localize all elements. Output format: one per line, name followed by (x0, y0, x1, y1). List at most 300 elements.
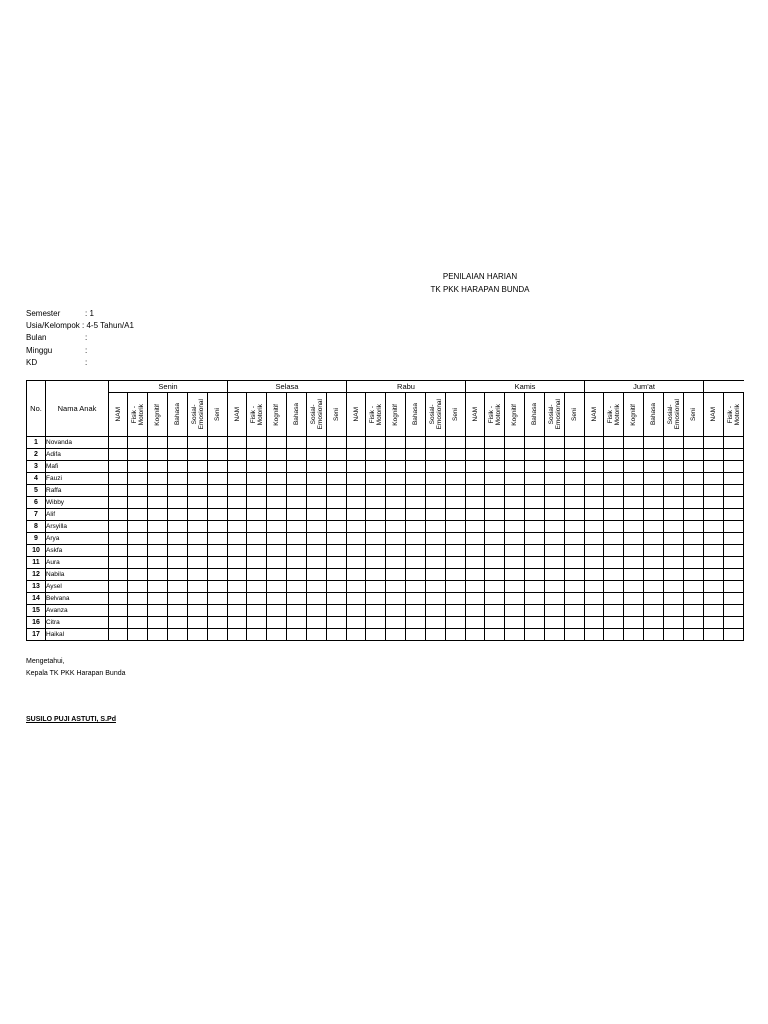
score-cell[interactable] (247, 569, 267, 581)
score-cell[interactable] (684, 533, 704, 545)
score-cell[interactable] (188, 533, 208, 545)
score-cell[interactable] (109, 629, 128, 641)
score-cell[interactable] (545, 629, 565, 641)
score-cell[interactable] (208, 533, 228, 545)
score-cell[interactable] (287, 449, 307, 461)
score-cell[interactable] (307, 497, 327, 509)
score-cell[interactable] (307, 533, 327, 545)
score-cell[interactable] (366, 629, 386, 641)
score-cell[interactable] (386, 569, 406, 581)
score-cell[interactable] (446, 605, 466, 617)
score-cell[interactable] (327, 497, 347, 509)
score-cell[interactable] (148, 473, 168, 485)
score-cell[interactable] (505, 581, 525, 593)
score-cell[interactable] (128, 593, 148, 605)
score-cell[interactable] (604, 581, 624, 593)
score-cell[interactable] (366, 569, 386, 581)
score-cell[interactable] (545, 557, 565, 569)
score-cell[interactable] (525, 521, 545, 533)
score-cell[interactable] (327, 629, 347, 641)
score-cell[interactable] (168, 605, 188, 617)
score-cell[interactable] (644, 497, 664, 509)
score-cell[interactable] (704, 581, 724, 593)
score-cell[interactable] (366, 545, 386, 557)
score-cell[interactable] (287, 509, 307, 521)
score-cell[interactable] (228, 557, 247, 569)
score-cell[interactable] (109, 473, 128, 485)
score-cell[interactable] (148, 449, 168, 461)
score-cell[interactable] (664, 593, 684, 605)
score-cell[interactable] (664, 521, 684, 533)
score-cell[interactable] (327, 545, 347, 557)
score-cell[interactable] (128, 605, 148, 617)
score-cell[interactable] (109, 533, 128, 545)
score-cell[interactable] (466, 533, 485, 545)
score-cell[interactable] (109, 593, 128, 605)
score-cell[interactable] (109, 545, 128, 557)
score-cell[interactable] (109, 437, 128, 449)
score-cell[interactable] (485, 521, 505, 533)
score-cell[interactable] (664, 509, 684, 521)
score-cell[interactable] (347, 557, 366, 569)
score-cell[interactable] (287, 605, 307, 617)
score-cell[interactable] (406, 473, 426, 485)
score-cell[interactable] (585, 581, 604, 593)
score-cell[interactable] (604, 569, 624, 581)
score-cell[interactable] (347, 605, 366, 617)
score-cell[interactable] (585, 605, 604, 617)
score-cell[interactable] (684, 617, 704, 629)
score-cell[interactable] (128, 629, 148, 641)
score-cell[interactable] (366, 593, 386, 605)
score-cell[interactable] (386, 545, 406, 557)
score-cell[interactable] (128, 617, 148, 629)
score-cell[interactable] (426, 557, 446, 569)
score-cell[interactable] (366, 605, 386, 617)
score-cell[interactable] (267, 509, 287, 521)
score-cell[interactable] (505, 509, 525, 521)
score-cell[interactable] (684, 461, 704, 473)
score-cell[interactable] (307, 593, 327, 605)
score-cell[interactable] (327, 581, 347, 593)
score-cell[interactable] (505, 449, 525, 461)
score-cell[interactable] (366, 533, 386, 545)
score-cell[interactable] (228, 533, 247, 545)
score-cell[interactable] (426, 593, 446, 605)
score-cell[interactable] (148, 581, 168, 593)
score-cell[interactable] (247, 461, 267, 473)
score-cell[interactable] (327, 569, 347, 581)
score-cell[interactable] (466, 581, 485, 593)
score-cell[interactable] (565, 593, 585, 605)
score-cell[interactable] (287, 593, 307, 605)
score-cell[interactable] (446, 437, 466, 449)
score-cell[interactable] (287, 497, 307, 509)
score-cell[interactable] (704, 461, 724, 473)
score-cell[interactable] (327, 449, 347, 461)
score-cell[interactable] (287, 473, 307, 485)
score-cell[interactable] (168, 473, 188, 485)
score-cell[interactable] (485, 473, 505, 485)
score-cell[interactable] (565, 437, 585, 449)
score-cell[interactable] (724, 569, 744, 581)
score-cell[interactable] (525, 449, 545, 461)
score-cell[interactable] (664, 437, 684, 449)
score-cell[interactable] (724, 497, 744, 509)
score-cell[interactable] (466, 545, 485, 557)
score-cell[interactable] (525, 545, 545, 557)
score-cell[interactable] (604, 545, 624, 557)
score-cell[interactable] (148, 497, 168, 509)
score-cell[interactable] (228, 473, 247, 485)
score-cell[interactable] (128, 485, 148, 497)
score-cell[interactable] (128, 437, 148, 449)
score-cell[interactable] (208, 629, 228, 641)
score-cell[interactable] (446, 545, 466, 557)
score-cell[interactable] (505, 485, 525, 497)
score-cell[interactable] (168, 485, 188, 497)
score-cell[interactable] (505, 461, 525, 473)
score-cell[interactable] (644, 437, 664, 449)
score-cell[interactable] (208, 437, 228, 449)
score-cell[interactable] (604, 521, 624, 533)
score-cell[interactable] (704, 605, 724, 617)
score-cell[interactable] (327, 473, 347, 485)
score-cell[interactable] (109, 449, 128, 461)
score-cell[interactable] (684, 605, 704, 617)
score-cell[interactable] (247, 473, 267, 485)
score-cell[interactable] (565, 461, 585, 473)
score-cell[interactable] (485, 509, 505, 521)
score-cell[interactable] (684, 437, 704, 449)
score-cell[interactable] (724, 557, 744, 569)
score-cell[interactable] (426, 473, 446, 485)
score-cell[interactable] (624, 557, 644, 569)
score-cell[interactable] (525, 485, 545, 497)
score-cell[interactable] (327, 533, 347, 545)
score-cell[interactable] (228, 449, 247, 461)
score-cell[interactable] (327, 605, 347, 617)
score-cell[interactable] (466, 437, 485, 449)
score-cell[interactable] (287, 521, 307, 533)
score-cell[interactable] (247, 581, 267, 593)
score-cell[interactable] (585, 617, 604, 629)
score-cell[interactable] (307, 617, 327, 629)
score-cell[interactable] (525, 461, 545, 473)
score-cell[interactable] (406, 533, 426, 545)
score-cell[interactable] (188, 629, 208, 641)
score-cell[interactable] (188, 581, 208, 593)
score-cell[interactable] (585, 545, 604, 557)
score-cell[interactable] (406, 581, 426, 593)
score-cell[interactable] (604, 473, 624, 485)
score-cell[interactable] (644, 617, 664, 629)
score-cell[interactable] (604, 509, 624, 521)
score-cell[interactable] (228, 545, 247, 557)
score-cell[interactable] (168, 581, 188, 593)
score-cell[interactable] (704, 473, 724, 485)
score-cell[interactable] (426, 581, 446, 593)
score-cell[interactable] (565, 509, 585, 521)
score-cell[interactable] (644, 557, 664, 569)
score-cell[interactable] (585, 569, 604, 581)
score-cell[interactable] (307, 605, 327, 617)
score-cell[interactable] (228, 521, 247, 533)
score-cell[interactable] (505, 533, 525, 545)
score-cell[interactable] (446, 629, 466, 641)
score-cell[interactable] (307, 473, 327, 485)
score-cell[interactable] (664, 461, 684, 473)
score-cell[interactable] (148, 617, 168, 629)
score-cell[interactable] (128, 569, 148, 581)
score-cell[interactable] (545, 545, 565, 557)
score-cell[interactable] (287, 581, 307, 593)
score-cell[interactable] (565, 545, 585, 557)
score-cell[interactable] (347, 593, 366, 605)
score-cell[interactable] (287, 569, 307, 581)
score-cell[interactable] (644, 533, 664, 545)
score-cell[interactable] (208, 545, 228, 557)
score-cell[interactable] (287, 557, 307, 569)
score-cell[interactable] (704, 629, 724, 641)
score-cell[interactable] (366, 449, 386, 461)
score-cell[interactable] (406, 497, 426, 509)
score-cell[interactable] (347, 533, 366, 545)
score-cell[interactable] (446, 593, 466, 605)
score-cell[interactable] (704, 545, 724, 557)
score-cell[interactable] (624, 617, 644, 629)
score-cell[interactable] (505, 521, 525, 533)
score-cell[interactable] (446, 533, 466, 545)
score-cell[interactable] (485, 557, 505, 569)
score-cell[interactable] (426, 617, 446, 629)
score-cell[interactable] (446, 581, 466, 593)
score-cell[interactable] (406, 557, 426, 569)
score-cell[interactable] (585, 593, 604, 605)
score-cell[interactable] (565, 557, 585, 569)
score-cell[interactable] (307, 569, 327, 581)
score-cell[interactable] (386, 617, 406, 629)
score-cell[interactable] (624, 437, 644, 449)
score-cell[interactable] (406, 449, 426, 461)
score-cell[interactable] (684, 545, 704, 557)
score-cell[interactable] (525, 629, 545, 641)
score-cell[interactable] (446, 449, 466, 461)
score-cell[interactable] (366, 497, 386, 509)
score-cell[interactable] (525, 617, 545, 629)
score-cell[interactable] (724, 545, 744, 557)
score-cell[interactable] (585, 449, 604, 461)
score-cell[interactable] (327, 557, 347, 569)
score-cell[interactable] (168, 629, 188, 641)
score-cell[interactable] (545, 605, 565, 617)
score-cell[interactable] (604, 533, 624, 545)
score-cell[interactable] (307, 437, 327, 449)
score-cell[interactable] (426, 545, 446, 557)
score-cell[interactable] (525, 557, 545, 569)
score-cell[interactable] (327, 593, 347, 605)
score-cell[interactable] (168, 437, 188, 449)
score-cell[interactable] (624, 497, 644, 509)
score-cell[interactable] (426, 569, 446, 581)
score-cell[interactable] (446, 461, 466, 473)
score-cell[interactable] (327, 617, 347, 629)
score-cell[interactable] (148, 593, 168, 605)
score-cell[interactable] (148, 545, 168, 557)
score-cell[interactable] (525, 593, 545, 605)
score-cell[interactable] (485, 605, 505, 617)
score-cell[interactable] (644, 521, 664, 533)
score-cell[interactable] (208, 581, 228, 593)
score-cell[interactable] (704, 593, 724, 605)
score-cell[interactable] (426, 449, 446, 461)
score-cell[interactable] (168, 557, 188, 569)
score-cell[interactable] (208, 569, 228, 581)
score-cell[interactable] (327, 461, 347, 473)
score-cell[interactable] (704, 521, 724, 533)
score-cell[interactable] (128, 581, 148, 593)
score-cell[interactable] (624, 461, 644, 473)
score-cell[interactable] (545, 485, 565, 497)
score-cell[interactable] (525, 437, 545, 449)
score-cell[interactable] (386, 533, 406, 545)
score-cell[interactable] (466, 557, 485, 569)
score-cell[interactable] (624, 569, 644, 581)
score-cell[interactable] (704, 617, 724, 629)
score-cell[interactable] (724, 521, 744, 533)
score-cell[interactable] (664, 545, 684, 557)
score-cell[interactable] (247, 485, 267, 497)
score-cell[interactable] (585, 533, 604, 545)
score-cell[interactable] (644, 581, 664, 593)
score-cell[interactable] (485, 617, 505, 629)
score-cell[interactable] (366, 461, 386, 473)
score-cell[interactable] (148, 509, 168, 521)
score-cell[interactable] (565, 569, 585, 581)
score-cell[interactable] (545, 497, 565, 509)
score-cell[interactable] (446, 509, 466, 521)
score-cell[interactable] (228, 461, 247, 473)
score-cell[interactable] (247, 449, 267, 461)
score-cell[interactable] (168, 449, 188, 461)
score-cell[interactable] (545, 509, 565, 521)
score-cell[interactable] (604, 605, 624, 617)
score-cell[interactable] (426, 485, 446, 497)
score-cell[interactable] (664, 629, 684, 641)
score-cell[interactable] (565, 473, 585, 485)
score-cell[interactable] (386, 449, 406, 461)
score-cell[interactable] (406, 593, 426, 605)
score-cell[interactable] (485, 581, 505, 593)
score-cell[interactable] (664, 473, 684, 485)
score-cell[interactable] (366, 485, 386, 497)
score-cell[interactable] (327, 437, 347, 449)
score-cell[interactable] (347, 629, 366, 641)
score-cell[interactable] (406, 521, 426, 533)
score-cell[interactable] (505, 497, 525, 509)
score-cell[interactable] (109, 569, 128, 581)
score-cell[interactable] (347, 569, 366, 581)
score-cell[interactable] (585, 437, 604, 449)
score-cell[interactable] (188, 449, 208, 461)
score-cell[interactable] (406, 629, 426, 641)
score-cell[interactable] (565, 581, 585, 593)
score-cell[interactable] (366, 521, 386, 533)
score-cell[interactable] (208, 497, 228, 509)
score-cell[interactable] (426, 629, 446, 641)
score-cell[interactable] (128, 461, 148, 473)
score-cell[interactable] (287, 617, 307, 629)
score-cell[interactable] (347, 581, 366, 593)
score-cell[interactable] (684, 473, 704, 485)
score-cell[interactable] (406, 485, 426, 497)
score-cell[interactable] (525, 533, 545, 545)
score-cell[interactable] (406, 617, 426, 629)
score-cell[interactable] (406, 437, 426, 449)
score-cell[interactable] (644, 485, 664, 497)
score-cell[interactable] (208, 449, 228, 461)
score-cell[interactable] (366, 581, 386, 593)
score-cell[interactable] (307, 545, 327, 557)
score-cell[interactable] (128, 557, 148, 569)
score-cell[interactable] (188, 569, 208, 581)
score-cell[interactable] (109, 461, 128, 473)
score-cell[interactable] (466, 593, 485, 605)
score-cell[interactable] (525, 605, 545, 617)
score-cell[interactable] (466, 629, 485, 641)
score-cell[interactable] (267, 617, 287, 629)
score-cell[interactable] (466, 605, 485, 617)
score-cell[interactable] (485, 497, 505, 509)
score-cell[interactable] (446, 617, 466, 629)
score-cell[interactable] (604, 593, 624, 605)
score-cell[interactable] (585, 509, 604, 521)
score-cell[interactable] (386, 521, 406, 533)
score-cell[interactable] (604, 485, 624, 497)
score-cell[interactable] (168, 569, 188, 581)
score-cell[interactable] (466, 509, 485, 521)
score-cell[interactable] (347, 497, 366, 509)
score-cell[interactable] (446, 473, 466, 485)
score-cell[interactable] (148, 521, 168, 533)
score-cell[interactable] (307, 509, 327, 521)
score-cell[interactable] (228, 509, 247, 521)
score-cell[interactable] (724, 449, 744, 461)
score-cell[interactable] (545, 593, 565, 605)
score-cell[interactable] (466, 449, 485, 461)
score-cell[interactable] (446, 521, 466, 533)
score-cell[interactable] (109, 485, 128, 497)
score-cell[interactable] (228, 485, 247, 497)
score-cell[interactable] (366, 557, 386, 569)
score-cell[interactable] (109, 581, 128, 593)
score-cell[interactable] (109, 617, 128, 629)
score-cell[interactable] (485, 569, 505, 581)
score-cell[interactable] (545, 533, 565, 545)
score-cell[interactable] (585, 461, 604, 473)
score-cell[interactable] (228, 581, 247, 593)
score-cell[interactable] (505, 593, 525, 605)
score-cell[interactable] (644, 449, 664, 461)
score-cell[interactable] (624, 509, 644, 521)
score-cell[interactable] (664, 569, 684, 581)
score-cell[interactable] (267, 533, 287, 545)
score-cell[interactable] (347, 485, 366, 497)
score-cell[interactable] (485, 545, 505, 557)
score-cell[interactable] (347, 521, 366, 533)
score-cell[interactable] (585, 473, 604, 485)
score-cell[interactable] (704, 509, 724, 521)
